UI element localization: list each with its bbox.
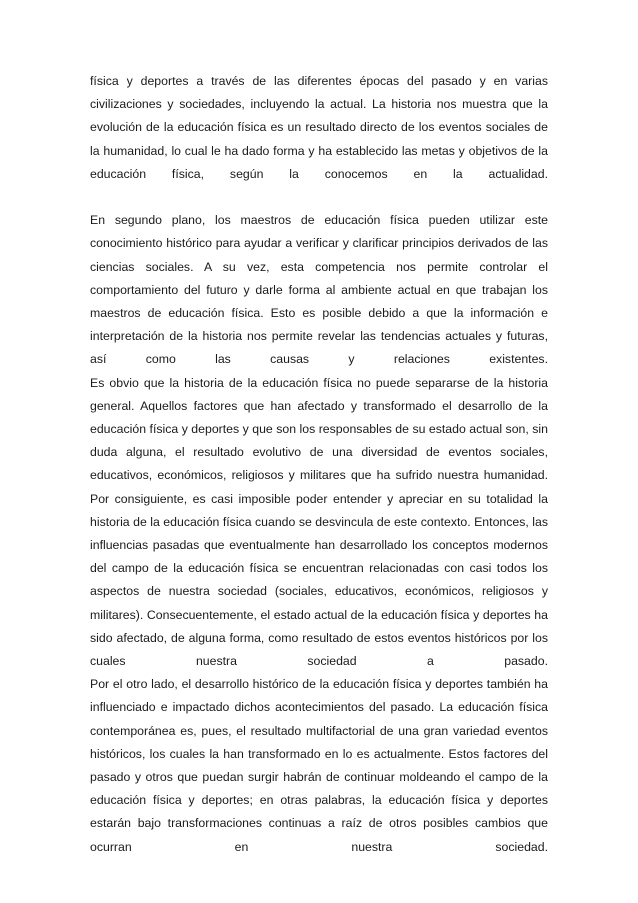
paragraph-4: Por el otro lado, el desarrollo histórico de la educación física y deportes también ha influenciado e impactado dichos acontecimientos del pasado. La educación física contemporánea es, pues, el resultado multifactorial de una gran variedad eventos históricos, los cuales la han transformado en lo es actualmente. Estos factores del pasado y otros que puedan surgir habrán de continuar moldeando el campo de la educación física y deportes; en otras palabras, la educación física y deportes estarán bajo transformaciones continuas a raíz de otros posibles cambios que ocurran en nuestra sociedad. <box>90 677 548 854</box>
paragraph-2: En segundo plano, los maestros de educación física pueden utilizar este conocimiento histórico para ayudar a verificar y clarificar principios derivados de las ciencias sociales. A su vez, esta competencia nos permite controlar el comportamiento del futuro y darle forma al ambiente actual en que trabajan los maestros de educación física. Esto es posible debido a que la información e interpretación de la historia nos permite revelar las tendencias actuales y futuras, así como las causas y relaciones existentes. <box>90 213 548 367</box>
paragraph-spacer <box>90 186 548 209</box>
paragraph-1: física y deportes a través de las diferentes épocas del pasado y en varias civilizaciones y sociedades, incluyendo la actual. La historia nos muestra que la evolución de la educación física es un resultado directo de los eventos sociales de la humanidad, lo cual le ha dado forma y ha establecido las metas y objetivos de la educación física, según la conocemos en la actualidad. <box>90 74 548 181</box>
document-page <box>90 70 548 859</box>
paragraph-3: Es obvio que la historia de la educación física no puede separarse de la historia general. Aquellos factores que han afectado y transformado el desarrollo de la educación física y deportes y que son los responsables de su estado actual son, sin duda alguna, el resultado evolutivo de una diversidad de eventos sociales, educativos, económicos, religiosos y militares que ha sufrido nuestra humanidad. Por consiguiente, es casi imposible poder entender y apreciar en su totalidad la historia de la educación física cuando se desvincula de este contexto. Entonces, las influencias pasadas que eventualmente han desarrollado los conceptos modernos del campo de la educación física se encuentran relacionadas con casi todos los aspectos de nuestra sociedad (sociales, educativos, económicos, religiosos y militares). Consecuentemente, el estado actual de la educación física y deportes ha sido afectado, de alguna forma, como resultado de estos eventos históricos por los cuales nuestra sociedad a pasado. <box>90 375 548 669</box>
